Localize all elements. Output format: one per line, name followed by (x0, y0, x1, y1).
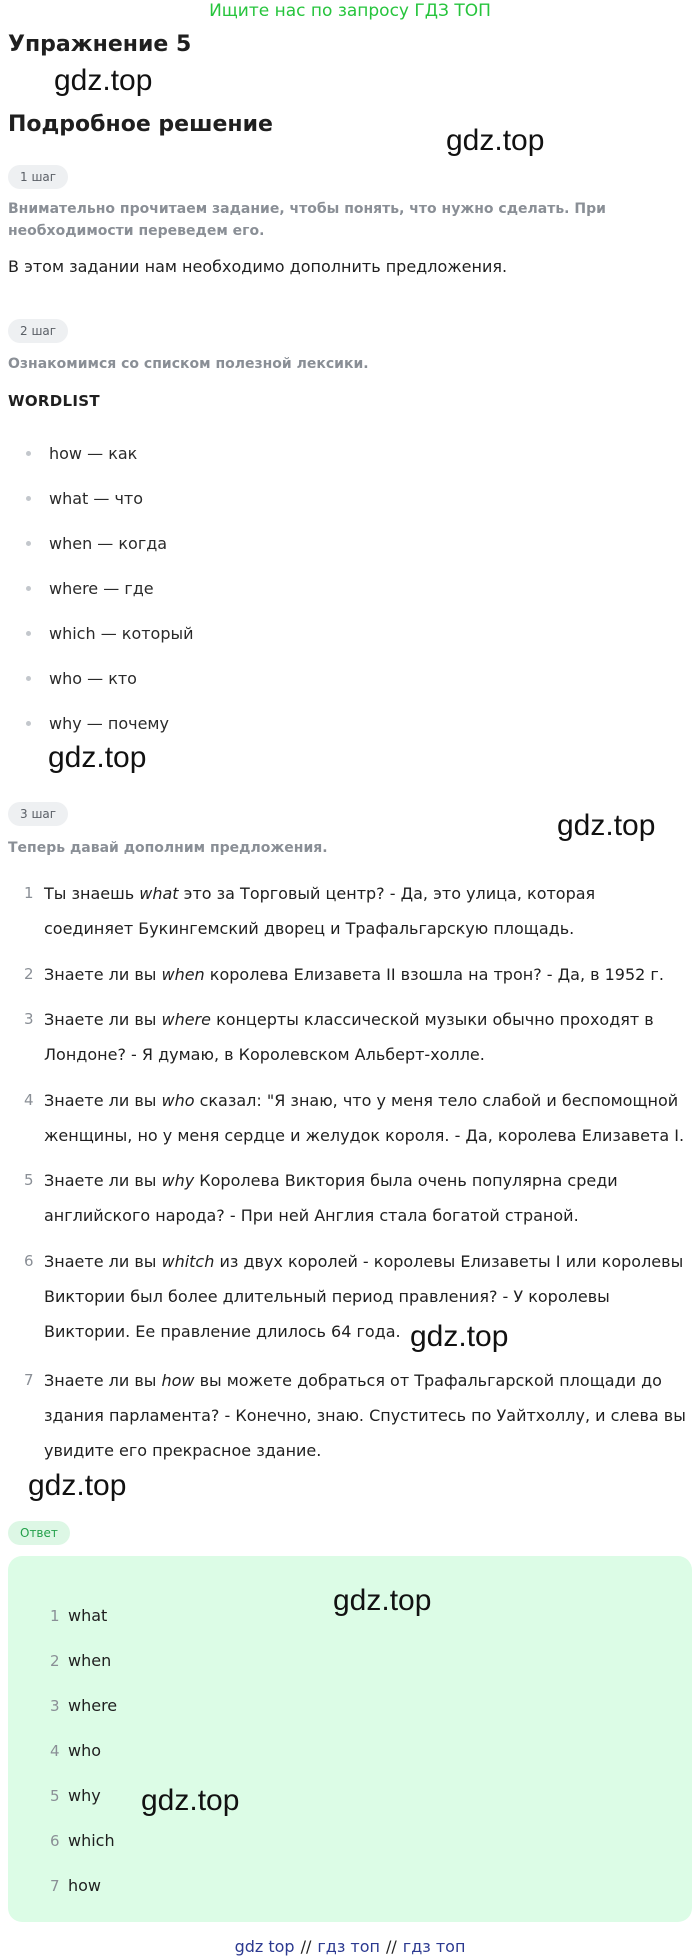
footer-separator: // (386, 1937, 397, 1956)
wordlist-item: why — почему (26, 712, 169, 736)
answer-item: 4 who (50, 1741, 102, 1760)
bullet-icon (26, 541, 31, 546)
watermark: gdz.top (141, 1784, 240, 1817)
bullet-icon (26, 676, 31, 681)
bullet-icon (26, 451, 31, 456)
step2-hint: Ознакомимся со списком полезной лексики. (8, 356, 369, 372)
step1-text: В этом задании нам необходимо дополнить предложения. (8, 257, 508, 276)
task-item: 5 Знаете ли вы why Королева Виктория была очень популярна среди английского народа? - При ней Англия стала богатой страной. (24, 1171, 618, 1225)
watermark: gdz.top (48, 741, 147, 774)
wordlist-item: how — как (26, 442, 137, 466)
task-item: 1 Ты знаешь what это за Торговый центр? - Да, это улица, которая соединяет Букингемский дворец и Трафальгарскую площадь. (24, 884, 596, 938)
footer-separator: // (300, 1937, 312, 1956)
wordlist-item: when — когда (26, 532, 167, 556)
section-title: Подробное решение (8, 112, 273, 137)
step-badge-2: 2 шаг (8, 319, 68, 343)
bullet-icon (26, 586, 31, 591)
answer-item: 7 how (50, 1876, 102, 1895)
watermark: gdz.top (446, 124, 545, 157)
task-item: 4 Знаете ли вы who сказал: "Я знаю, что у меня тело слабой и беспомощной женщины, но у меня сердце и желудок короля. - Да, королева Елизавета I. (24, 1091, 685, 1145)
answer-badge: Ответ (8, 1521, 70, 1545)
answer-item: 5 why (50, 1786, 101, 1805)
step1-hint: Внимательно прочитаем задание, чтобы понять, что нужно сделать. При необходимости переведем его. (8, 201, 606, 239)
wordlist-heading: WORDLIST (8, 392, 100, 410)
exercise-title: Упражнение 5 (8, 32, 192, 57)
bullet-icon (26, 496, 31, 501)
wordlist-item: who — кто (26, 667, 137, 691)
watermark: gdz.top (28, 1469, 127, 1502)
answer-item: 2 when (50, 1651, 112, 1670)
watermark: gdz.top (333, 1584, 432, 1617)
step-badge-3: 3 шаг (8, 802, 68, 826)
footer-link[interactable]: гдз топ (317, 1937, 380, 1956)
answer-item: 6 which (50, 1831, 115, 1850)
footer-link[interactable]: гдз топ (402, 1937, 466, 1956)
bullet-icon (26, 631, 31, 636)
watermark: gdz.top (54, 64, 153, 97)
watermark: gdz.top (410, 1320, 509, 1353)
footer-link[interactable]: gdz top (234, 1937, 295, 1956)
wordlist-item: what — что (26, 487, 143, 511)
task-item: 7 Знаете ли вы how вы можете добраться от Трафальгарской площади до здания парламента? - Конечно, знаю. Спуститесь по Уайтхоллу, и слева вы увидите его прекрасное здание. (24, 1371, 686, 1460)
answer-item: 1 what (50, 1606, 108, 1625)
step-badge-1: 1 шаг (8, 165, 68, 189)
task-item: 2 Знаете ли вы when королева Елизавета II взошла на трон? - Да, в 1952 г. (24, 965, 664, 984)
top-banner: Ищите нас по запросу ГДЗ ТОП (209, 1, 491, 21)
task-item: 3 Знаете ли вы where концерты классической музыки обычно проходят в Лондоне? - Я думаю, в Королевском Альберт-холле. (24, 1010, 654, 1064)
wordlist-item: where — где (26, 577, 154, 601)
footer-links (0, 1936, 700, 1958)
bullet-icon (26, 721, 31, 726)
task-item: 6 Знаете ли вы whitch из двух королей - королевы Елизаветы I или королевы Виктории был более длительный период правления? - У королевы Виктории. Ее правление длилось 64 года. (24, 1252, 684, 1341)
wordlist-item: which — который (26, 622, 194, 646)
watermark: gdz.top (557, 809, 656, 842)
step3-hint: Теперь давай дополним предложения. (8, 840, 328, 856)
answer-item: 3 where (50, 1696, 118, 1715)
